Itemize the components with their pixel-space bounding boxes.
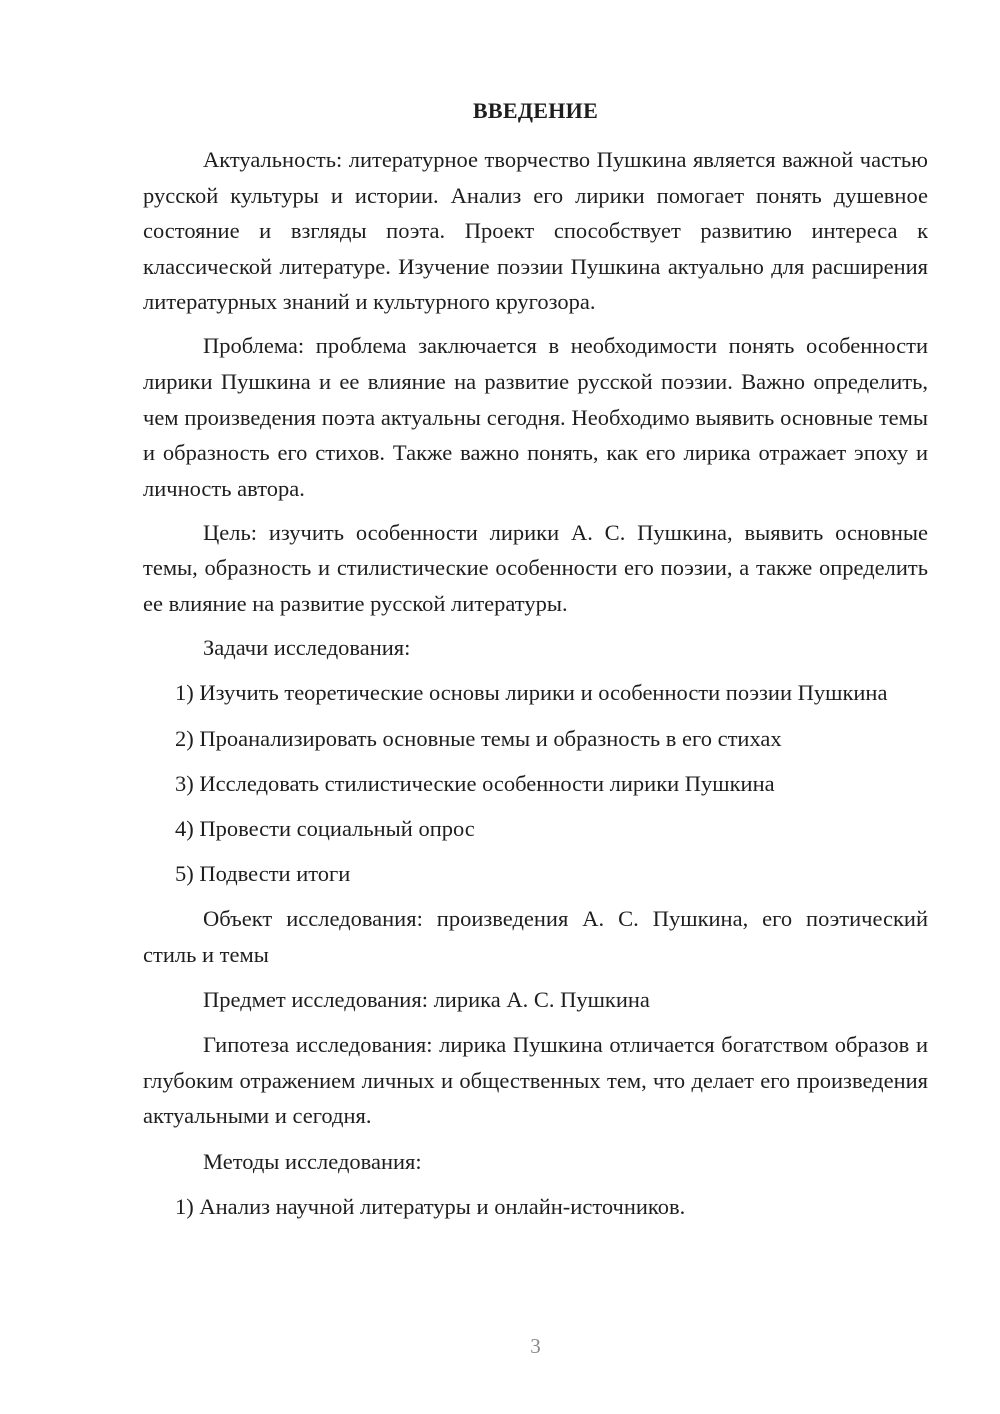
object-paragraph: Объект исследования: произведения А. С. Пушкина, его поэтический стиль и темы bbox=[143, 906, 928, 968]
relevance-paragraph: Актуальность: литературное творчество Пушкина является важной частью русской культуры и истории. Анализ его лирики помогает понять душевное состояние и взгляды поэта. Проект способствует развитию интереса к классической литературе. Изучение поэзии Пушкина актуально для расширения литературных знаний и культурного кругозора. bbox=[143, 147, 928, 315]
document-page bbox=[143, 0, 928, 1414]
task-item: 3) Исследовать стилистические особенности лирики Пушкина bbox=[175, 770, 775, 796]
page-title: ВВЕДЕНИЕ bbox=[472, 98, 599, 123]
page-number: 3 bbox=[530, 1334, 541, 1358]
task-item: 5) Подвести итоги bbox=[175, 860, 351, 886]
methods-heading: Методы исследования: bbox=[203, 1148, 422, 1174]
task-item: 4) Провести социальный опрос bbox=[175, 815, 475, 841]
task-item: 2) Проанализировать основные темы и образность в его стихах bbox=[175, 725, 782, 751]
problem-paragraph: Проблема: проблема заключается в необходимости понять особенности лирики Пушкина и ее влияние на развитие русской поэзии. Важно определить, чем произведения поэта актуальны сегодня. Необходимо выявить основные темы и образность его стихов. Также важно понять, как его лирика отражает эпоху и личность автора. bbox=[143, 333, 928, 501]
method-item: 1) Анализ научной литературы и онлайн-источников. bbox=[175, 1193, 686, 1219]
subject-paragraph: Предмет исследования: лирика А. С. Пушкина bbox=[203, 987, 650, 1013]
task-item: 1) Изучить теоретические основы лирики и особенности поэзии Пушкина bbox=[175, 680, 888, 706]
document-body bbox=[143, 142, 928, 1224]
goal-paragraph: Цель: изучить особенности лирики А. С. Пушкина, выявить основные темы, образность и стилистические особенности его поэзии, а также определить ее влияние на развитие русской литературы. bbox=[143, 519, 928, 616]
hypothesis-paragraph: Гипотеза исследования: лирика Пушкина отличается богатством образов и глубоким отражением личных и общественных тем, что делает его произведения актуальными и сегодня. bbox=[143, 1032, 928, 1129]
tasks-heading: Задачи исследования: bbox=[203, 634, 411, 660]
